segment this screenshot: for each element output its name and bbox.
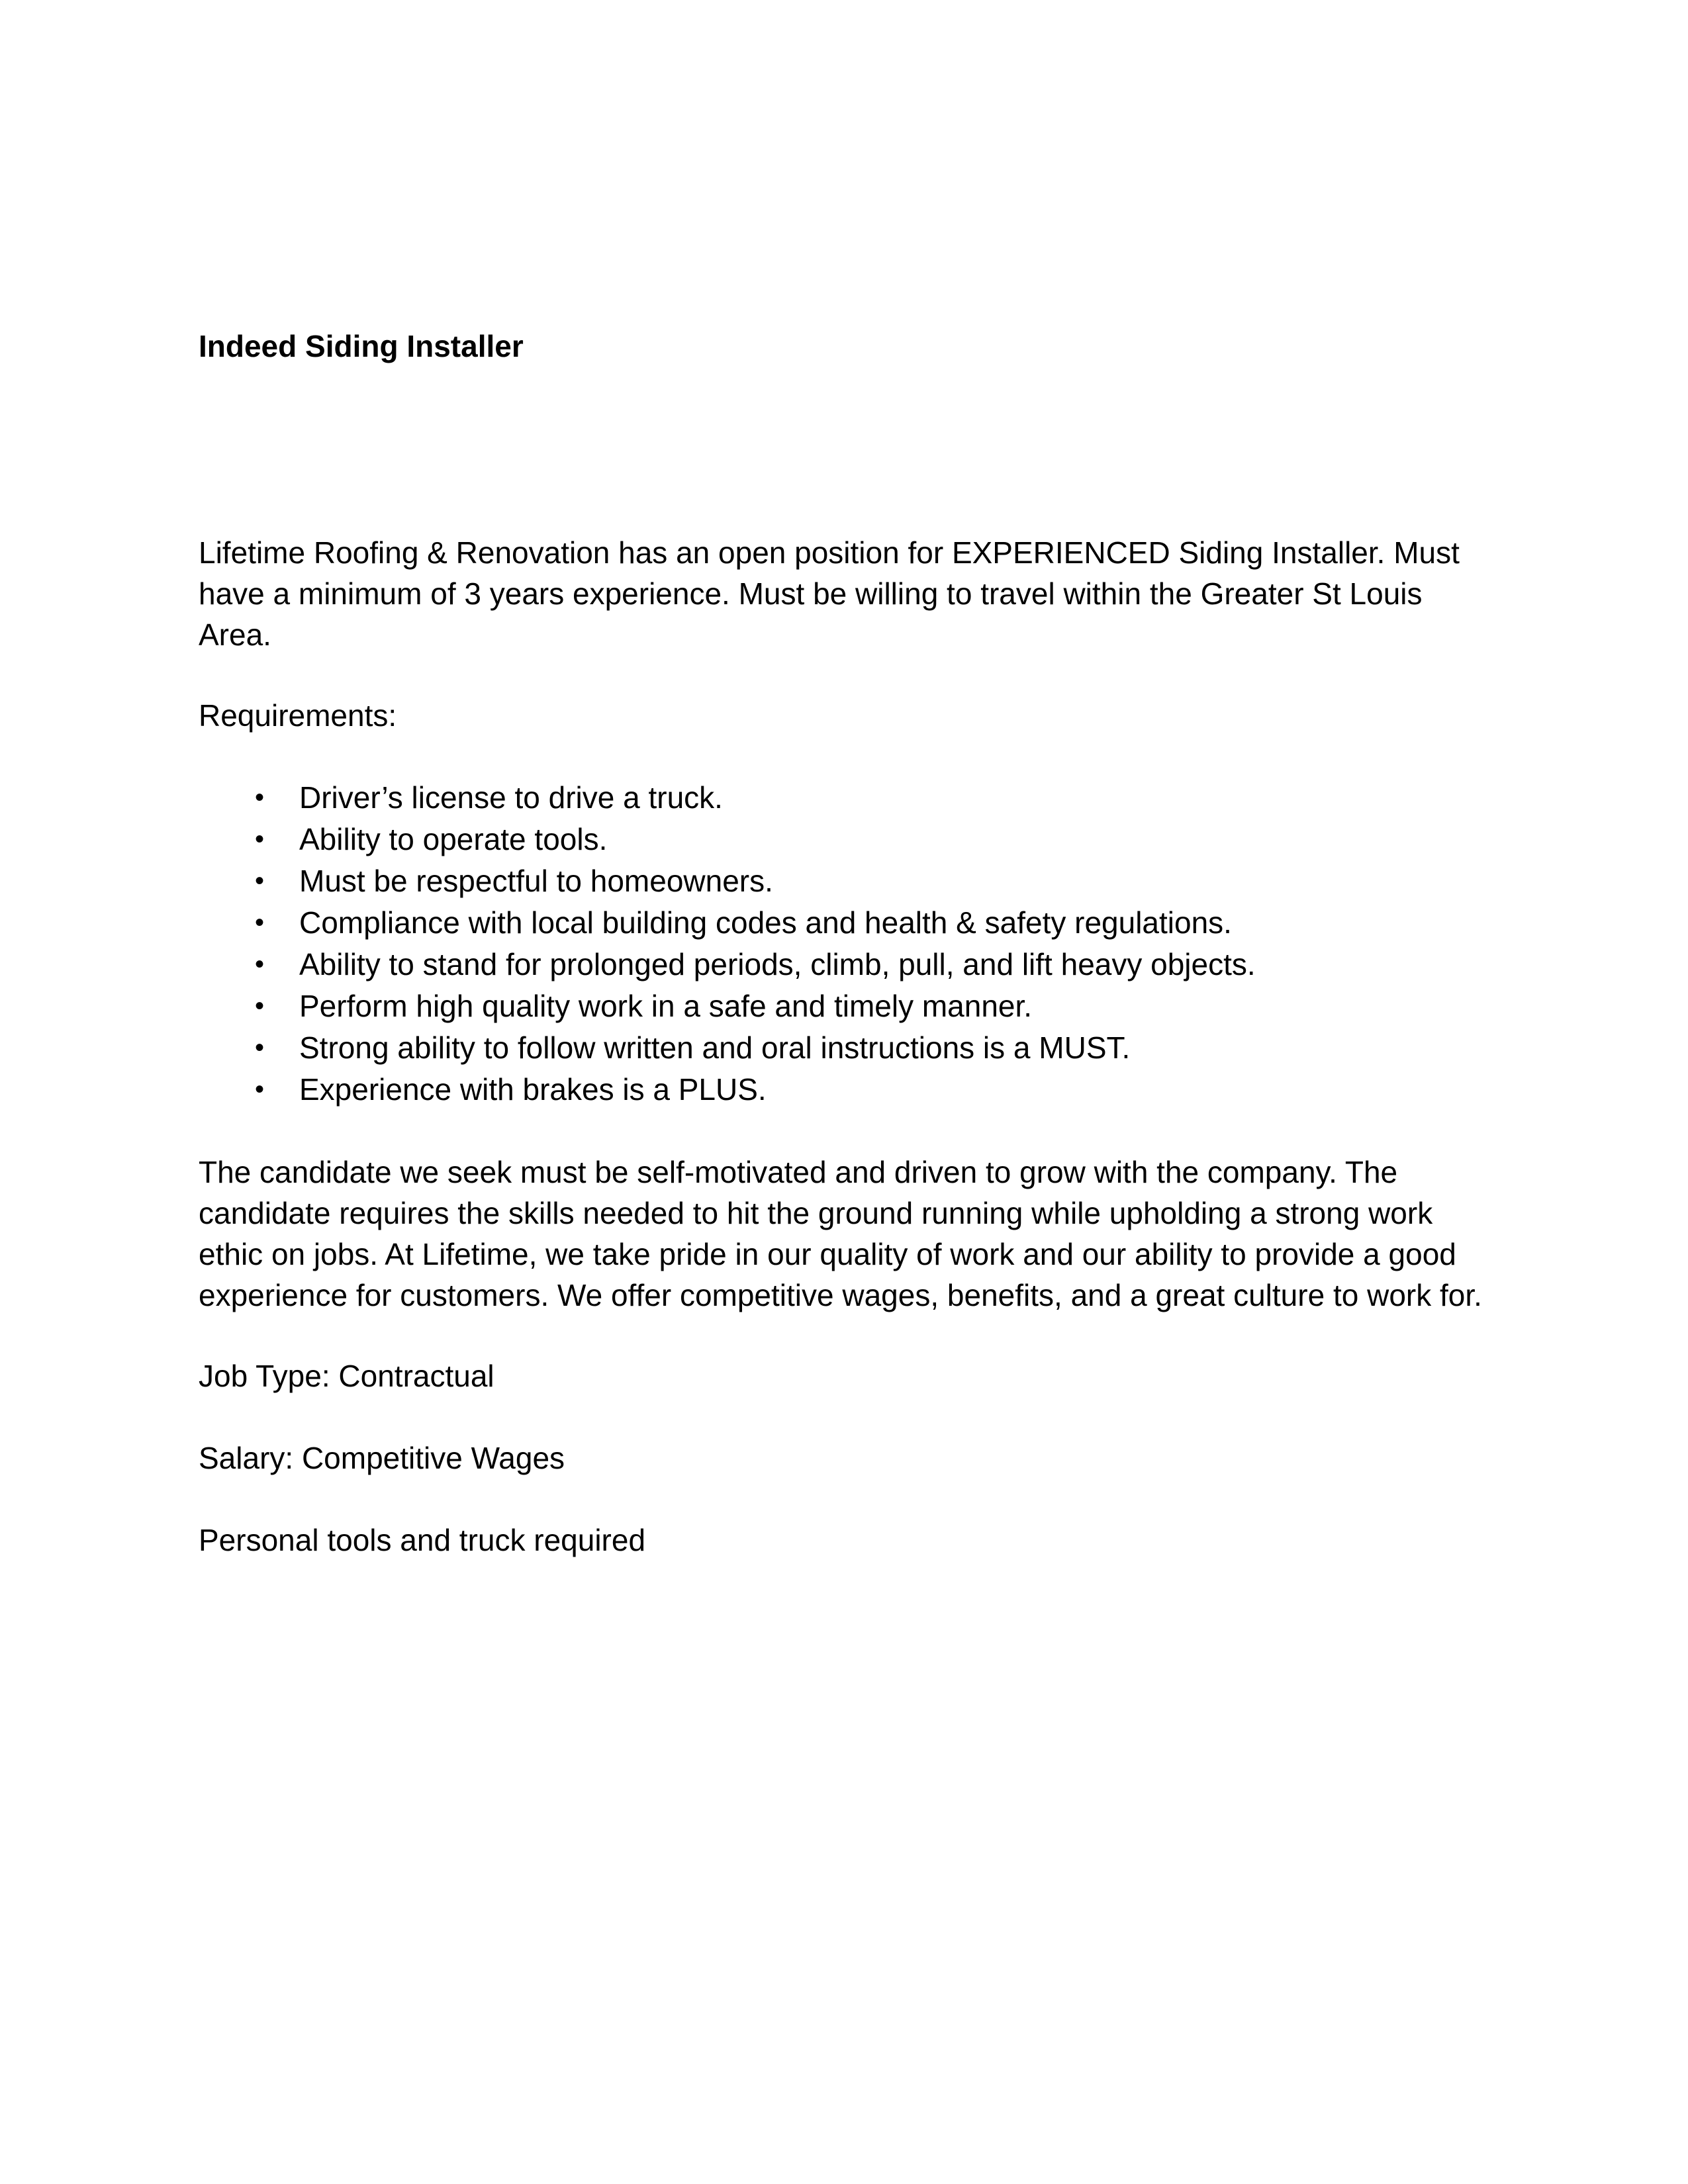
requirements-list [199,777,1489,1111]
requirement-item: • Compliance with local building codes and health & safety regulations. [199,902,1489,944]
tools-note-line: Personal tools and truck required [199,1523,646,1557]
requirement-item: • Must be respectful to homeowners. [199,860,1489,902]
requirement-item: • Ability to operate tools. [199,819,1489,860]
requirement-item: • Perform high quality work in a safe and timely manner. [199,985,1489,1027]
requirement-item: • Driver’s license to drive a truck. [199,777,1489,819]
requirement-item: • Ability to stand for prolonged periods, climb, pull, and lift heavy objects. [199,944,1489,985]
salary-line: Salary: Competitive Wages [199,1441,565,1475]
candidate-paragraph: The candidate we seek must be self-motivated and driven to grow with the company. The candidate requires the skills needed to hit the ground running while upholding a strong work ethic on jobs. At Lifetime, we take pride in our quality of work and our ability to provide a good experience for customers. We offer competitive wages, benefits, and a great culture to work for. [199,1155,1482,1312]
intro-paragraph: Lifetime Roofing & Renovation has an open position for EXPERIENCED Siding Installer. Must have a minimum of 3 years experience. Must be willing to travel within the Greater St Louis Area. [199,535,1460,652]
requirement-item: • Experience with brakes is a PLUS. [199,1069,1489,1111]
requirement-item: • Strong ability to follow written and oral instructions is a MUST. [199,1027,1489,1069]
requirements-heading: Requirements: [199,698,397,733]
job-type-line: Job Type: Contractual [199,1359,494,1393]
document-title: Indeed Siding Installer [199,329,524,363]
